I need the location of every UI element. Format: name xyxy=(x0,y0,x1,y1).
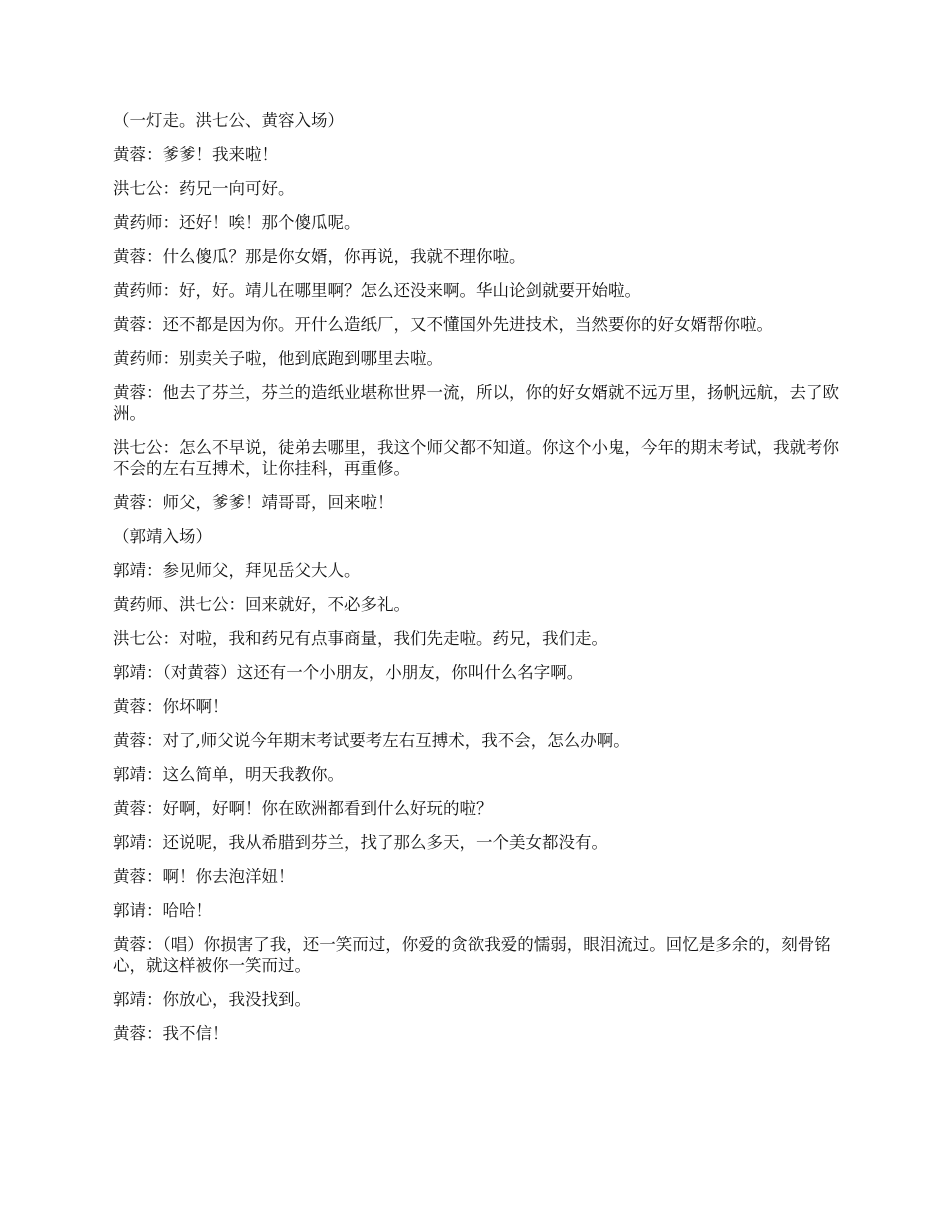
dialogue-line: 黄蓉：师父，爹爹！靖哥哥，回来啦！ xyxy=(113,493,394,512)
dialogue-line: 郭靖：参见师父，拜见岳父大人。 xyxy=(113,561,361,580)
dialogue-line: 黄蓉：对了,师父说今年期末考试要考左右互搏术，我不会，怎么办啊。 xyxy=(113,731,630,750)
dialogue-line: 黄蓉：他去了芬兰，芬兰的造纸业堪称世界一流，所以，你的好女婿就不远万里，扬帆远航，去了欧洲。 xyxy=(113,383,839,423)
dialogue-line: 郭靖：还说呢，我从希腊到芬兰，找了那么多天，一个美女都没有。 xyxy=(113,833,608,852)
dialogue-line: 郭靖：这么简单，明天我教你。 xyxy=(113,765,344,784)
stage-direction: （一灯走。洪七公、黄容入场） xyxy=(113,111,344,130)
dialogue-line: 黄蓉：爹爹！我来啦！ xyxy=(113,145,278,164)
dialogue-line: 郭靖：你放心，我没找到。 xyxy=(113,990,311,1009)
dialogue-line: 黄药师：好，好。靖儿在哪里啊？怎么还没来啊。华山论剑就要开始啦。 xyxy=(113,281,641,300)
dialogue-line: 黄蓉：啊！你去泡洋妞！ xyxy=(113,867,295,886)
dialogue-line: 黄蓉：什么傻瓜？那是你女婿，你再说，我就不理你啦。 xyxy=(113,247,526,266)
dialogue-line: 黄蓉：你坏啊！ xyxy=(113,697,229,716)
dialogue-line: 黄蓉：（唱）你损害了我，还一笑而过，你爱的贪欲我爱的懦弱，眼泪流过。回忆是多余的，刻骨铭心，就这样被你一笑而过。 xyxy=(113,935,831,975)
dialogue-line: 黄蓉：好啊，好啊！你在欧洲都看到什么好玩的啦？ xyxy=(113,799,493,818)
script-text xyxy=(113,110,843,1057)
dialogue-line: 黄蓉：还不都是因为你。开什么造纸厂，又不懂国外先进技术，当然要你的好女婿帮你啦。 xyxy=(113,315,773,334)
dialogue-line: 洪七公：药兄一向可好。 xyxy=(113,179,295,198)
dialogue-line: 洪七公：对啦，我和药兄有点事商量，我们先走啦。药兄，我们走。 xyxy=(113,629,608,648)
dialogue-line: 郭请：哈哈！ xyxy=(113,901,212,920)
dialogue-line: 黄蓉：我不信！ xyxy=(113,1024,229,1043)
dialogue-line: 郭靖：（对黄蓉）这还有一个小朋友，小朋友，你叫什么名字啊。 xyxy=(113,663,584,682)
stage-direction: （郭靖入场） xyxy=(113,527,212,546)
dialogue-line: 黄药师：还好！唉！那个傻瓜呢。 xyxy=(113,213,361,232)
dialogue-line: 黄药师：别卖关子啦，他到底跑到哪里去啦。 xyxy=(113,349,443,368)
dialogue-line: 黄药师、洪七公：回来就好，不必多礼。 xyxy=(113,595,410,614)
dialogue-line: 洪七公：怎么不早说，徒弟去哪里，我这个师父都不知道。你这个小鬼，今年的期末考试，我就考你不会的左右互搏术，让你挂科，再重修。 xyxy=(113,438,839,478)
